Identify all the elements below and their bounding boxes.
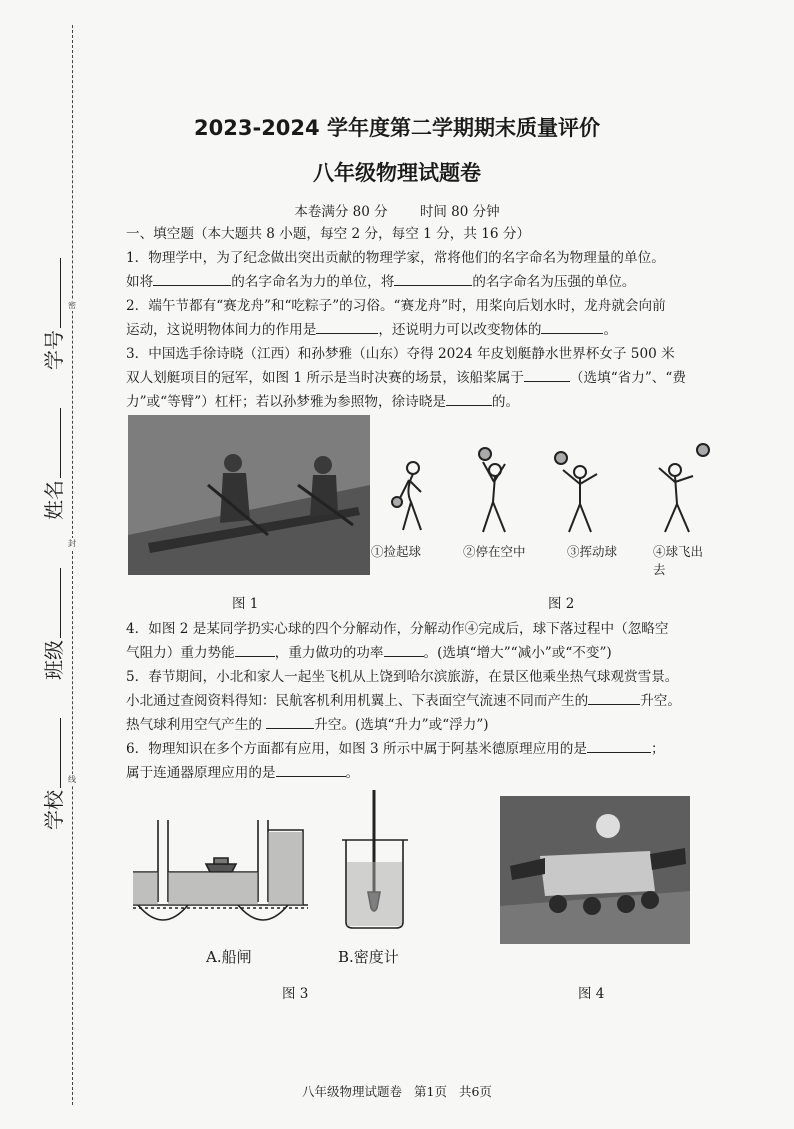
fig2-step-1: ①捡起球 [371, 544, 422, 559]
rowing-photo [128, 415, 370, 575]
seal-word-mi: 密 [68, 301, 76, 310]
throwing-diagram [371, 440, 715, 577]
q1-line1: 1．物理学中，为了纪念做出突出贡献的物理学家，常将他们的名字命名为物理量的单位。 [126, 250, 665, 266]
seal-word-feng: 封 [68, 539, 76, 548]
ship-lock-and-hydrometer [128, 780, 458, 940]
q4-line1: 4．如图 2 是某同学扔实心球的四个分解动作，分解动作④完成后，球下落过程中（忽略空 [126, 621, 669, 637]
footer-paper-name: 八年级物理试题卷 [302, 1084, 403, 1099]
q6-blank-1[interactable] [587, 740, 651, 753]
q3-line2: 双人划艇项目的冠军，如图 1 所示是当时决赛的场景，该船桨属于 （选填“省力”、“费 [126, 370, 686, 386]
student-info-fields [20, 270, 70, 830]
fig2-caption: 图 2 [548, 596, 575, 612]
q4-blank-1[interactable] [235, 644, 275, 657]
q3-blank-2[interactable] [446, 393, 492, 406]
q3-blank-1[interactable] [524, 369, 570, 382]
figure-3-diagrams [128, 780, 458, 970]
fig1-caption: 图 1 [232, 596, 259, 612]
name-blank[interactable] [60, 408, 61, 478]
q1-line2: 如将 的名字命名为力的单位，将 的名字命名为压强的单位。 [126, 274, 636, 290]
exam-subtitle: 八年级物理试题卷 [313, 161, 481, 185]
seal-word-xian: 线 [68, 775, 76, 784]
fig2-step-4: ④球飞出去 [653, 544, 704, 577]
fig2-step-2: ②停在空中 [463, 544, 526, 559]
field-student-id: 学号 [38, 258, 67, 370]
student-id-blank[interactable] [60, 258, 61, 328]
q2-blank-2[interactable] [541, 321, 603, 334]
exam-title: 2023-2024 学年度第二学期期末质量评价 [194, 116, 600, 140]
binding-dashed-line [72, 25, 73, 1105]
school-blank[interactable] [60, 718, 61, 788]
fig2-step-3: ③挥动球 [567, 544, 618, 559]
field-name: 姓名 [38, 408, 67, 520]
lunar-rover-photo [500, 796, 690, 944]
q4-line2: 气阻力）重力势能 ，重力做功的功率 。(选填“增大”“减小”或“不变”) [126, 645, 612, 661]
section-heading: 一、填空题（本大题共 8 小题，每空 2 分，每空 1 分，共 16 分） [126, 226, 531, 242]
q4-blank-2[interactable] [384, 644, 424, 657]
q5-line2: 小北通过查阅资料得知：民航客机利用机翼上、下表面空气流速不同而产生的 升空。 [126, 693, 681, 709]
q6-line1: 6．物理知识在多个方面都有应用，如图 3 所示中属于阿基米德原理应用的是 ； [126, 741, 665, 757]
class-blank[interactable] [60, 568, 61, 638]
q5-line3: 热气球利用空气产生的 升空。(选填“升力”或“浮力”) [126, 717, 489, 733]
page-footer [0, 1082, 794, 1100]
q6-line2: 属于连通器原理应用的是 。 [126, 765, 360, 781]
q5-line1: 5．春节期间，小北和家人一起坐飞机从上饶到哈尔滨旅游，在景区他乘坐热气球观赏雪景。 [126, 669, 679, 685]
field-class: 班级 [38, 568, 67, 680]
footer-page-number: 第1页 [414, 1084, 447, 1099]
throwing-figures [375, 440, 715, 545]
exam-meta [0, 200, 794, 220]
fig4-caption: 图 4 [578, 986, 605, 1002]
q6-blank-2[interactable] [276, 764, 346, 777]
fig3-caption: 图 3 [282, 986, 309, 1002]
q2-blank-1[interactable] [316, 321, 378, 334]
q5-blank-1[interactable] [588, 692, 640, 705]
q3-line1: 3．中国选手徐诗晓（江西）和孙梦雅（山东）夺得 2024 年皮划艇静水世界杯女子 500 米 [126, 346, 675, 362]
exam-time: 时间 80 分钟 [419, 204, 500, 220]
footer-total-pages: 共6页 [458, 1084, 492, 1099]
q1-blank-1[interactable] [153, 273, 231, 286]
full-score: 本卷满分 80 分 [294, 204, 388, 220]
field-school: 学校 [38, 718, 67, 830]
q5-blank-2[interactable] [266, 716, 314, 729]
q1-blank-2[interactable] [394, 273, 472, 286]
fig3-label-b: B.密度计 [338, 948, 399, 966]
fig3-label-a: A.船闸 [206, 948, 252, 966]
q2-line1: 2．端午节都有“赛龙舟”和“吃粽子”的习俗。“赛龙舟”时，用桨向后划水时，龙舟就会向前 [126, 298, 666, 314]
q3-line3: 力”或“等臂”）杠杆；若以孙梦雅为参照物，徐诗晓是 的。 [126, 394, 520, 410]
q2-line2: 运动，这说明物体间力的作用是 ，还说明力可以改变物体的 。 [126, 322, 618, 338]
